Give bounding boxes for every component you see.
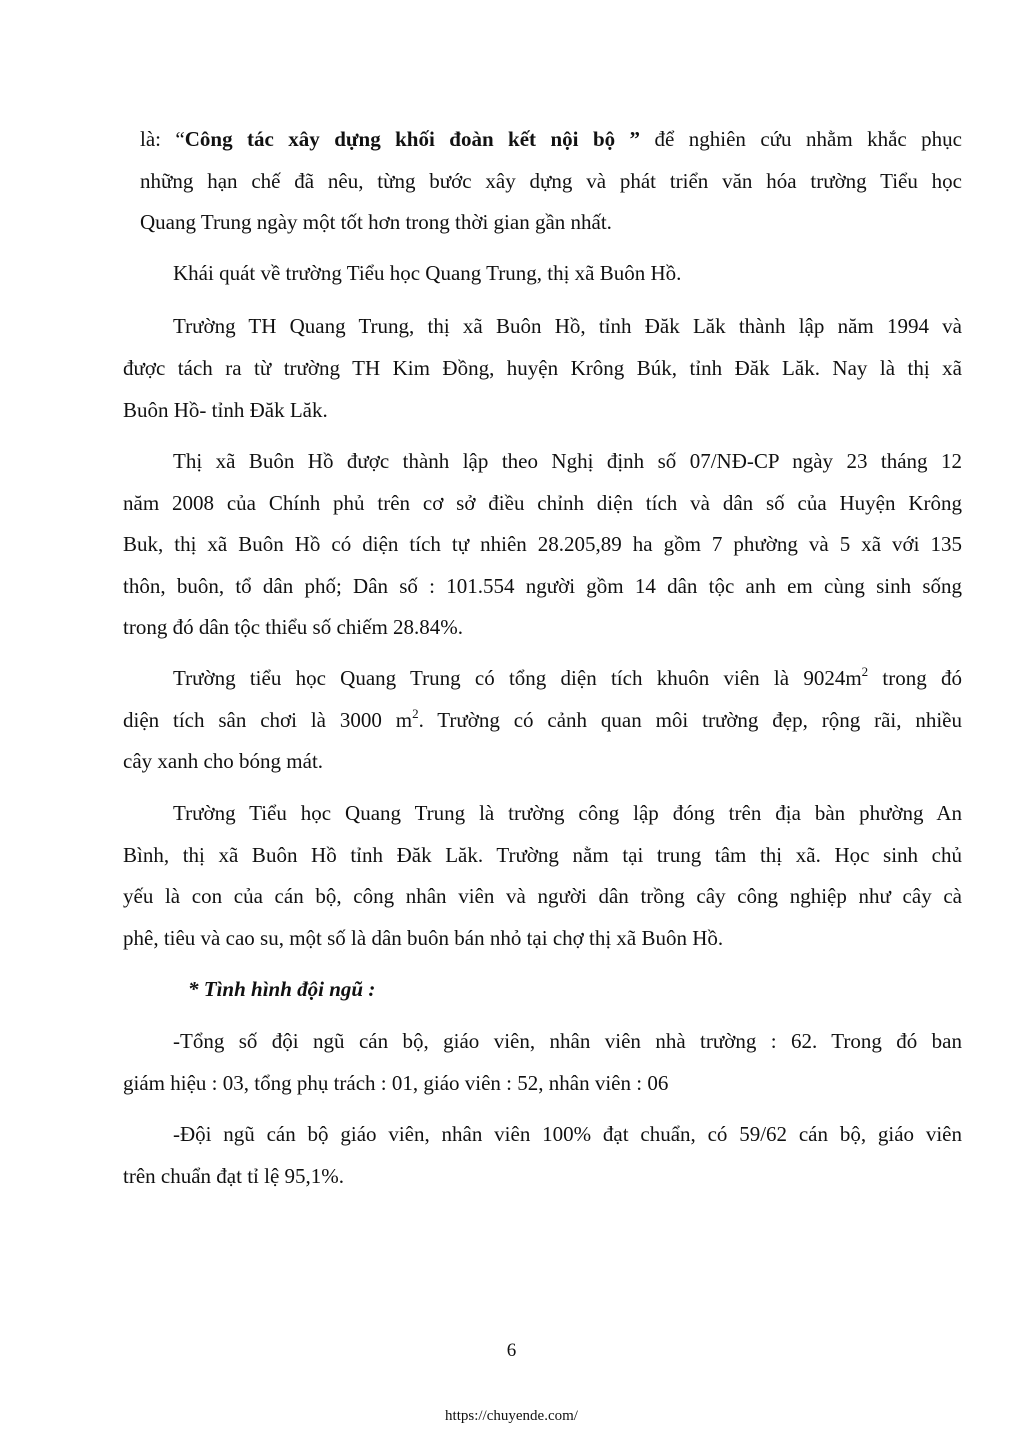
town-line-4: thôn, buôn, tổ dân phố; Dân số : 101.554 người gồm 14 dân tộc anh em cùng sinh sống: [123, 574, 962, 598]
intro-prefix: là: “: [140, 127, 185, 151]
location-line-3: yếu là con của cán bộ, công nhân viên và người dân trồng cây công nghiệp như cây cà: [123, 884, 962, 908]
staff-quality-line-1: -Đội ngũ cán bộ giáo viên, nhân viên 100% đạt chuẩn, có 59/62 cán bộ, giáo viên: [173, 1122, 962, 1146]
intro-line-1: [140, 126, 962, 152]
intro-line-1-suffix: để nghiên cứu nhằm khắc phục: [640, 127, 962, 151]
founding-line-2: được tách ra từ trường TH Kim Đồng, huyện Krông Búk, tỉnh Đăk Lăk. Nay là thị xã: [123, 356, 962, 380]
staff-quality-line-2: trên chuẩn đạt tỉ lệ 95,1%.: [123, 1164, 345, 1188]
area-line-3: cây xanh cho bóng mát.: [123, 749, 324, 773]
area-line-1-tail: trong đó: [868, 666, 963, 690]
intro-line-3: Quang Trung ngày một tốt hơn trong thời gian gần nhất.: [140, 210, 612, 234]
area-superscript-2: 2: [412, 706, 419, 721]
town-line-1: Thị xã Buôn Hồ được thành lập theo Nghị định số 07/NĐ-CP ngày 23 tháng 12: [173, 449, 962, 473]
intro-bold-title: Công tác xây dựng khối đoàn kết nội bộ ”: [184, 127, 641, 151]
location-line-1: Trường Tiểu học Quang Trung là trường công lập đóng trên địa bàn phường An: [173, 801, 962, 825]
town-line-3: Buk, thị xã Buôn Hồ có diện tích tự nhiên 28.205,89 ha gồm 7 phường và 5 xã với 135: [123, 532, 962, 556]
intro-line-2: những hạn chế đã nêu, từng bước xây dựng và phát triển văn hóa trường Tiểu học: [140, 169, 962, 193]
footer-url[interactable]: https://chuyende.com/: [445, 1408, 578, 1424]
area-line-1: [173, 665, 962, 691]
area-line-1-text: Trường tiểu học Quang Trung có tổng diện tích khuôn viên là 9024m: [173, 666, 862, 690]
staff-total-line-1: -Tổng số đội ngũ cán bộ, giáo viên, nhân viên nhà trường : 62. Trong đó ban: [173, 1029, 962, 1053]
location-line-2: Bình, thị xã Buôn Hồ tỉnh Đăk Lăk. Trường nằm tại trung tâm thị xã. Học sinh chủ: [123, 843, 962, 867]
town-line-5: trong đó dân tộc thiểu số chiếm 28.84%.: [123, 615, 464, 639]
page-number: 6: [506, 1340, 517, 1361]
staff-total-line-2: giám hiệu : 03, tổng phụ trách : 01, giáo viên : 52, nhân viên : 06: [123, 1071, 669, 1095]
founding-line-3: Buôn Hồ- tỉnh Đăk Lăk.: [123, 398, 328, 422]
area-superscript-1: 2: [861, 664, 869, 679]
area-line-2-text: diện tích sân chơi là 3000 m: [123, 708, 413, 732]
overview-heading: Khái quát về trường Tiểu học Quang Trung, thị xã Buôn Hồ.: [173, 261, 682, 285]
town-line-2: năm 2008 của Chính phủ trên cơ sở điều chỉnh diện tích và dân số của Huyện Krông: [123, 491, 962, 515]
location-line-4: phê, tiêu và cao su, một số là dân buôn bán nhỏ tại chợ thị xã Buôn Hồ.: [123, 926, 724, 950]
staff-heading: * Tình hình đội ngũ :: [188, 977, 376, 1001]
area-line-2-tail: . Trường có cảnh quan môi trường đẹp, rộng rãi, nhiều: [418, 708, 962, 732]
area-line-2: [123, 707, 962, 733]
founding-line-1: Trường TH Quang Trung, thị xã Buôn Hồ, tỉnh Đăk Lăk thành lập năm 1994 và: [173, 314, 962, 338]
